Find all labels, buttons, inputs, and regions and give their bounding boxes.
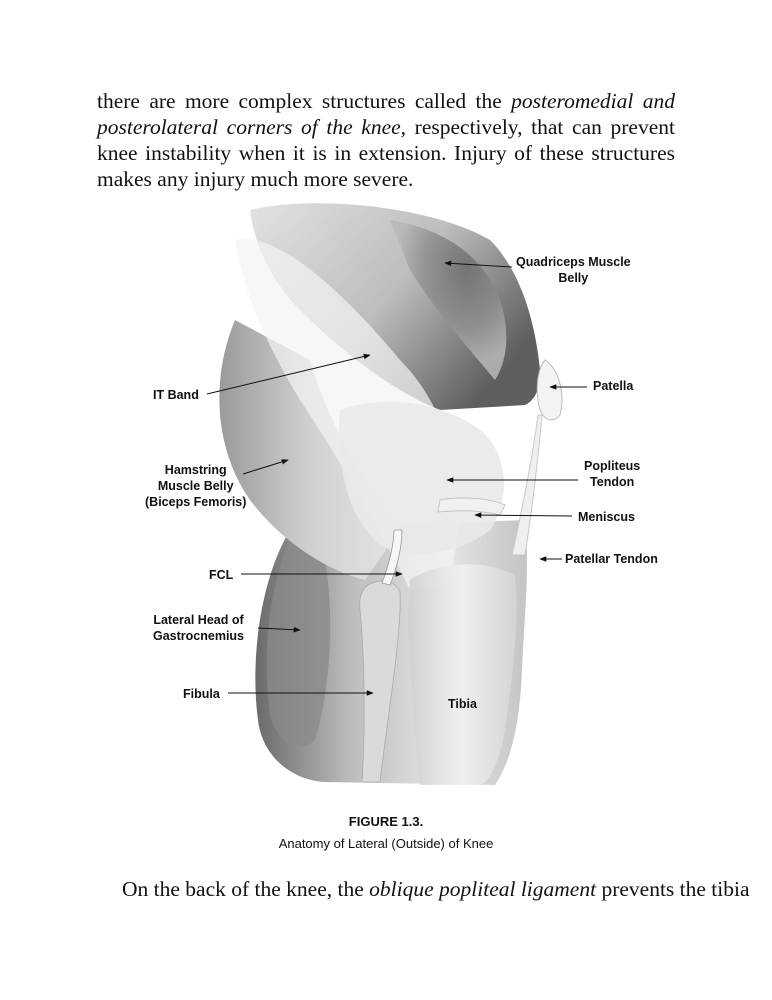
paragraph-bottom-text-2: prevents the tibia [596, 877, 750, 901]
figure-caption-text: Anatomy of Lateral (Outside) of Knee [278, 836, 494, 851]
label-hamstring-line2: Muscle Belly [157, 479, 234, 493]
label-hamstring [145, 462, 246, 510]
paragraph-top-text-2: , respectively, that can prevent knee instability when it is in extension. Injury of these structures makes any injury much more severe. [97, 115, 675, 191]
label-meniscus: Meniscus [578, 510, 635, 524]
label-gastrocnemius [153, 612, 244, 644]
paragraph-bottom-italic: oblique popliteal ligament [369, 877, 597, 901]
label-quadriceps-line2: Belly [558, 271, 589, 285]
label-gastrocnemius-line2: Gastrocnemius [153, 629, 245, 643]
label-quadriceps [516, 254, 631, 286]
label-hamstring-line3: (Biceps Femoris) [145, 495, 247, 509]
paragraph-bottom [122, 876, 750, 902]
label-patella: Patella [593, 379, 634, 393]
paragraph-top [97, 88, 675, 192]
knee-anatomy-figure [140, 200, 680, 785]
label-tibia: Tibia [448, 697, 477, 711]
label-it-band: IT Band [153, 388, 199, 402]
label-gastrocnemius-line1: Lateral Head of [153, 613, 244, 627]
paragraph-bottom-text-1: On the back of the knee, the [122, 877, 370, 901]
label-popliteus-line2: Tendon [590, 475, 635, 489]
paragraph-top-text-1: there are more complex structures called the [97, 89, 512, 113]
label-fibula: Fibula [183, 687, 220, 701]
figure-caption-title: FIGURE 1.3. [348, 814, 424, 829]
paragraph-top-italic: posteromedial and posterolateral corners of the knee [97, 89, 675, 139]
label-popliteus-line1: Popliteus [584, 459, 641, 473]
label-hamstring-line1: Hamstring [164, 463, 227, 477]
patellar-tendon-shape [512, 415, 542, 555]
label-quadriceps-line1: Quadriceps Muscle [516, 255, 631, 269]
patella-shape [537, 360, 562, 420]
label-fcl: FCL [209, 568, 234, 582]
label-popliteus [584, 458, 640, 490]
label-patellar-tendon: Patellar Tendon [565, 552, 658, 566]
